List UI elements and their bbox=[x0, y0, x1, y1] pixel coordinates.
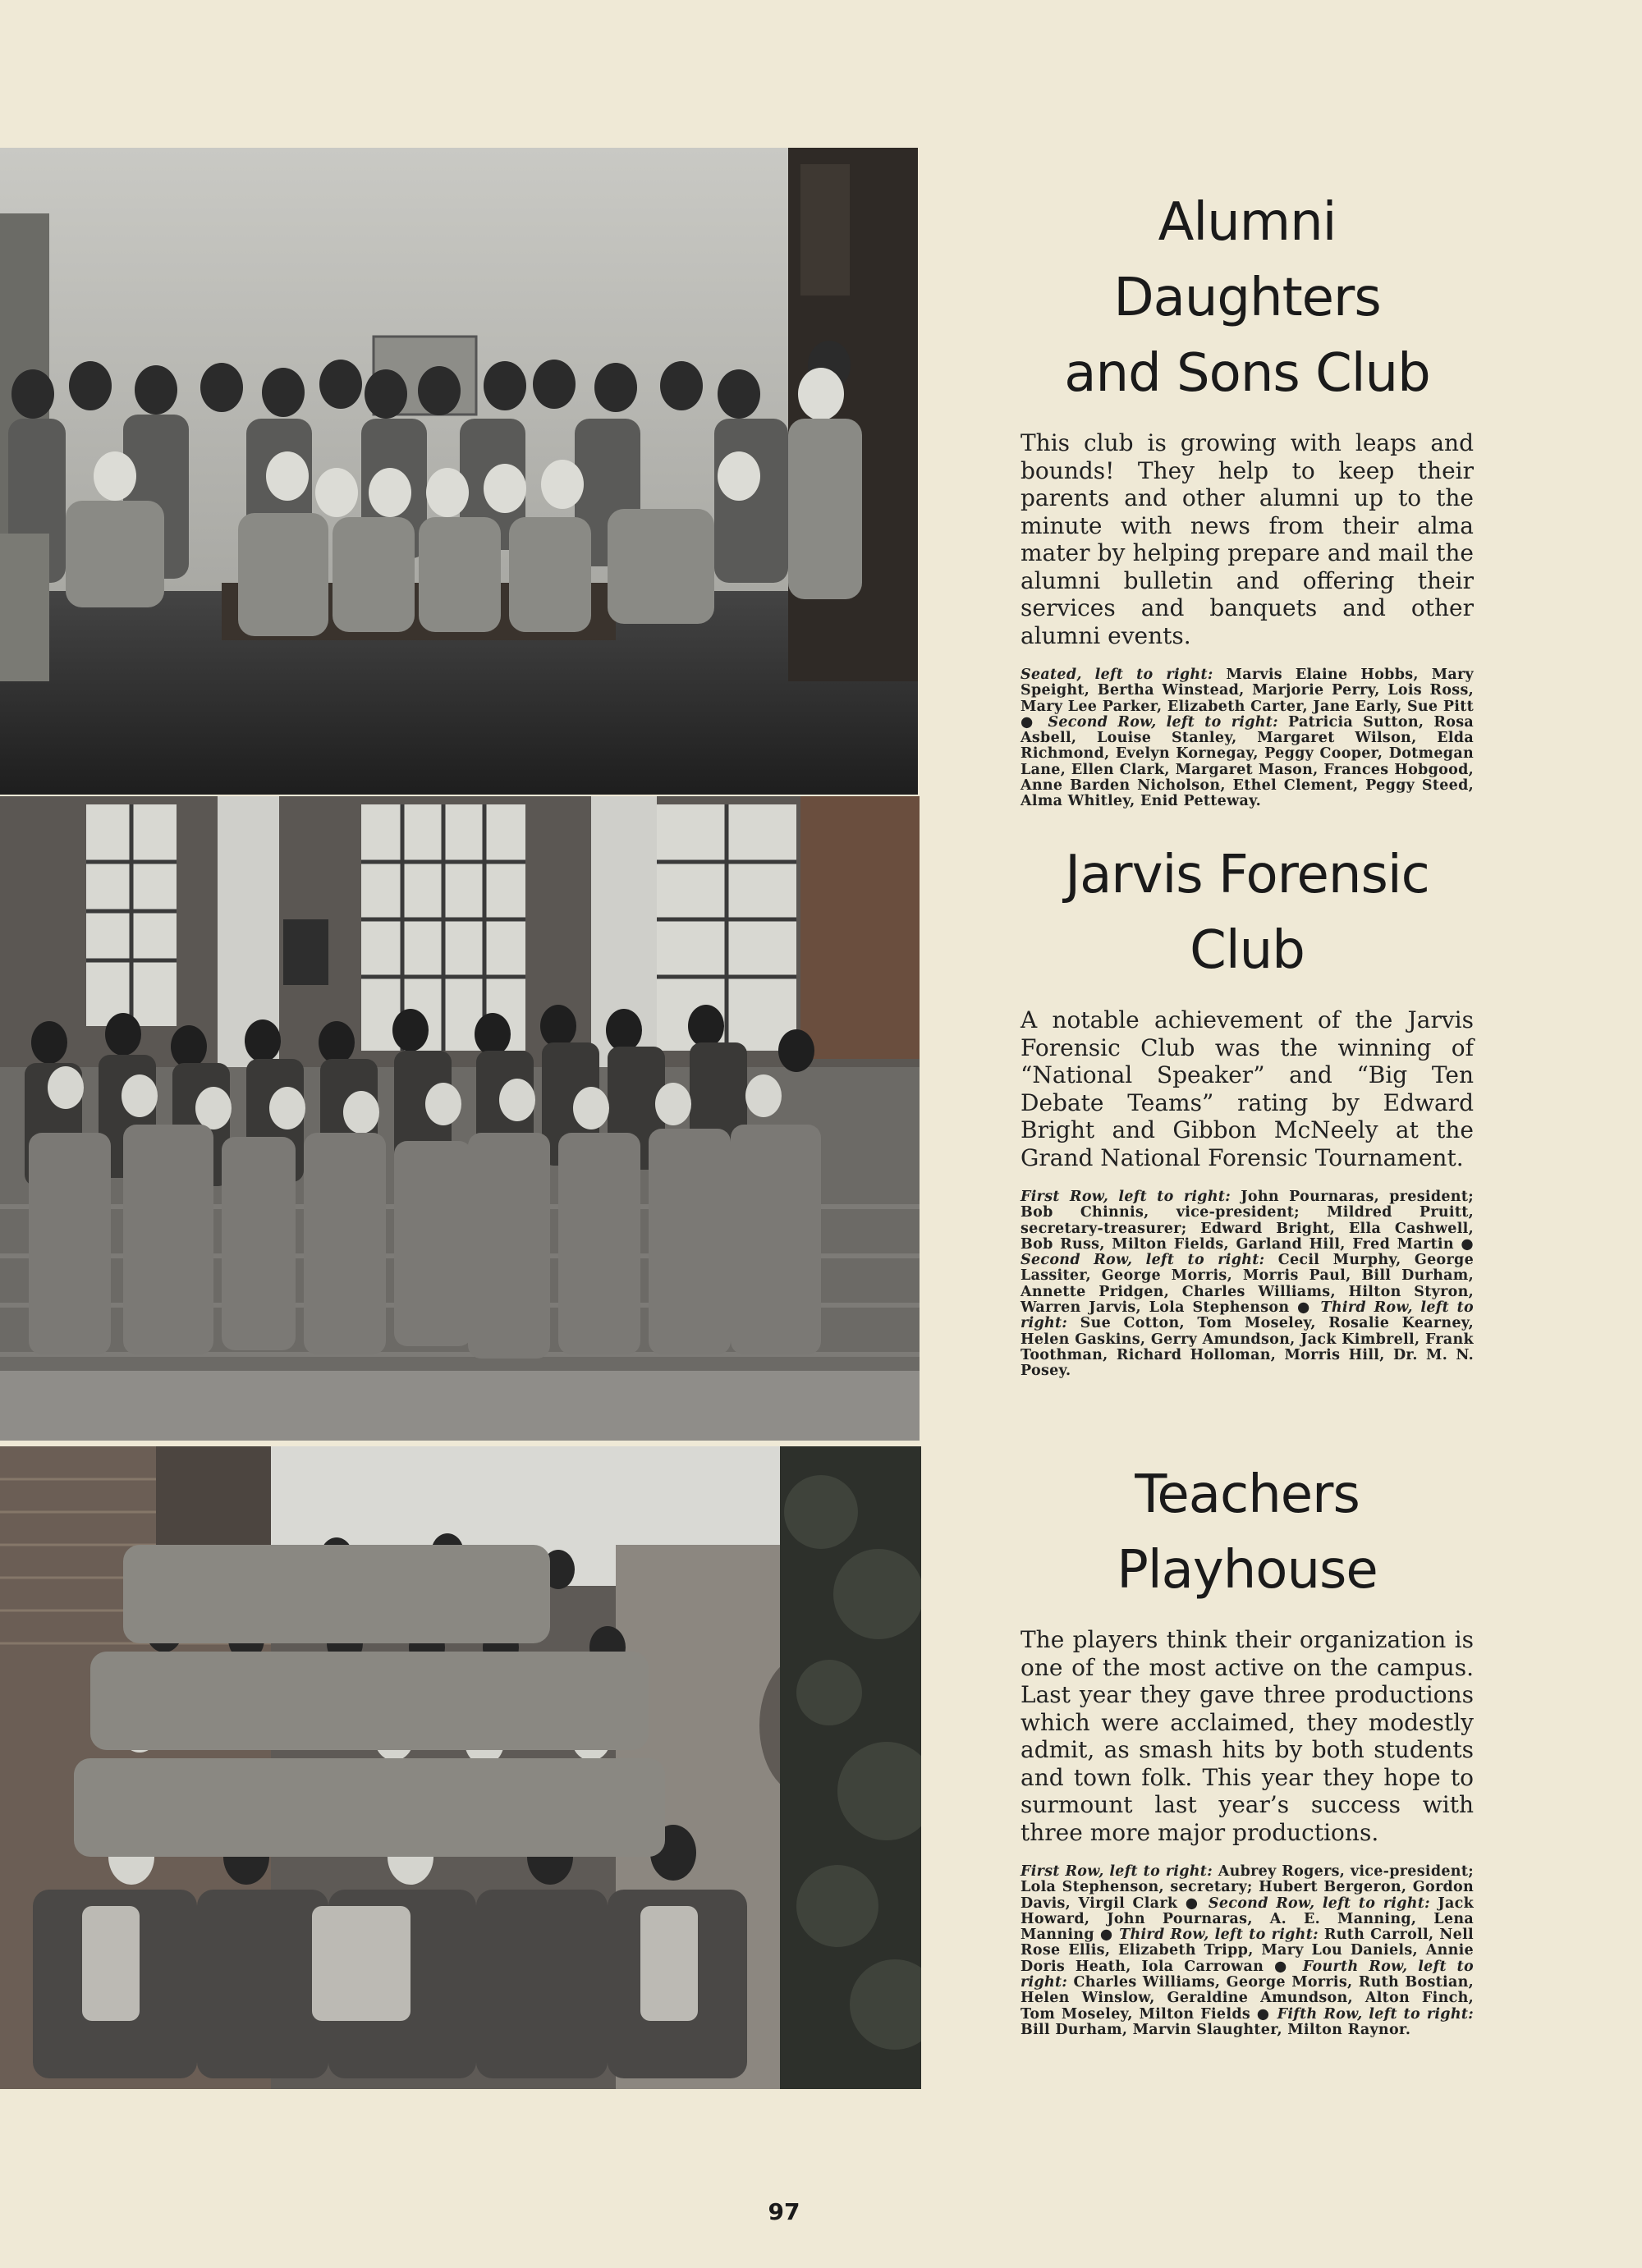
teachers-playhouse-section bbox=[1021, 1457, 1474, 2038]
row-label: Seated, left to right: bbox=[1021, 667, 1213, 683]
alumni-club-group-photo bbox=[0, 148, 918, 795]
teachers-playhouse-title-line1: Teachers bbox=[1135, 1464, 1360, 1525]
row-names: Bill Durham, Marvin Slaughter, Milton Raynor. bbox=[1021, 2021, 1411, 2038]
teachers-playhouse-member-list bbox=[1021, 1864, 1474, 2038]
row-names: Cecil Murphy, George Lassiter, George Morris, Morris Paul, Bill Durham, Annette Pridgen, Charles Williams, Hilton Styron, Warren Jarvis, Lola Stephenson ● bbox=[1021, 1252, 1475, 1317]
forensic-club-title-line2: Club bbox=[1190, 920, 1305, 981]
row-names: Sue Cotton, Tom Moseley, Rosalie Kearney, Helen Gaskins, Gerry Amundson, Jack Kimbrell, Frank Toothman, Richard Holloman, Morris Hill, Dr. M. N. Posey. bbox=[1021, 1315, 1474, 1380]
row-label: Second Row, left to right: bbox=[1208, 1895, 1430, 1912]
row-names: Jack Howard, John Pournaras, A. E. Manning, Lena Manning ● bbox=[1021, 1895, 1474, 1944]
row-names: John Pournaras, president; Bob Chinnis, vice-president; Mildred Pruitt, secretary-treasurer; Edward Bright, Ella Cashwell, Bob Russ, Milton Fields, Garland Hill, Fred Martin ● bbox=[1021, 1189, 1474, 1253]
row-names: Charles Williams, George Morris, Ruth Bostian, Helen Winslow, Geraldine Amundson, Alton Finch, Tom Moseley, Milton Fields ● bbox=[1021, 1974, 1474, 2023]
page-number: 97 bbox=[768, 2198, 800, 2225]
alumni-club-title-line1: Alumni Daughters bbox=[1113, 192, 1381, 328]
row-names: Ruth Carroll, Nell Rose Ellis, Elizabeth Tripp, Mary Lou Daniels, Annie Doris Heath, Iola Carrowan ● bbox=[1021, 1927, 1474, 1975]
teachers-playhouse-title bbox=[1021, 1457, 1474, 1608]
row-label: First Row, left to right: bbox=[1021, 1863, 1213, 1880]
alumni-club-title bbox=[1021, 185, 1474, 411]
forensic-club-member-list bbox=[1021, 1189, 1474, 1380]
row-label: Fifth Row, left to right: bbox=[1277, 2005, 1475, 2023]
forensic-club-title-line1: Jarvis Forensic bbox=[1065, 845, 1429, 905]
row-label: First Row, left to right: bbox=[1021, 1189, 1232, 1205]
row-label: Second Row, left to right: bbox=[1048, 713, 1278, 731]
row-label: Fourth Row, left to right: bbox=[1021, 1958, 1474, 1991]
teachers-playhouse-description: The players think their organization is one of the most active on the campus. Last year they gave three productions which were acclaimed, they modestly admit, as smash hits by both students and town folk. This year they hope to surmount last year’s success with three more major productions. bbox=[1021, 1626, 1474, 1846]
row-names: Patricia Sutton, Rosa Asbell, Louise Stanley, Margaret Wilson, Elda Richmond, Evelyn Kornegay, Peggy Cooper, Dotmegan Lane, Ellen Clark, Margaret Mason, Frances Hobgood, Anne Barden Nicholson, Ethel Clement, Peggy Steed, Alma Whitley, Enid Petteway. bbox=[1021, 713, 1474, 810]
alumni-club-section bbox=[1021, 185, 1474, 810]
forensic-club-section bbox=[1021, 837, 1474, 1380]
row-label: Third Row, left to right: bbox=[1021, 1299, 1474, 1332]
alumni-club-description: This club is growing with leaps and bounds! They help to keep their parents and other alumni up to the minute with news from their alma mater by helping prepare and mail the alumni bulletin and offering their services and banquets and other alumni events. bbox=[1021, 429, 1474, 649]
teachers-playhouse-title-line2: Playhouse bbox=[1117, 1540, 1378, 1601]
forensic-club-group-photo bbox=[0, 796, 920, 1441]
row-label: Second Row, left to right: bbox=[1021, 1252, 1265, 1269]
row-names: Aubrey Rogers, vice-president; Lola Stephenson, secretary; Hubert Bergeron, Gordon Davis, Virgil Clark ● bbox=[1021, 1863, 1474, 1912]
forensic-club-title bbox=[1021, 837, 1474, 988]
teachers-playhouse-group-photo bbox=[0, 1446, 921, 2089]
row-names: Marvis Elaine Hobbs, Mary Speight, Bertha Winstead, Marjorie Perry, Lois Ross, Mary Lee Parker, Elizabeth Carter, Jane Early, Sue Pitt ● bbox=[1021, 667, 1474, 731]
alumni-club-member-list bbox=[1021, 667, 1474, 810]
row-label: Third Row, left to right: bbox=[1119, 1927, 1319, 1944]
forensic-club-description: A notable achievement of the Jarvis Forensic Club was the winning of “National Speaker” and “Big Ten Debate Teams” rating by Edward Bright and Gibbon McNeely at the Grand National Forensic Tournament. bbox=[1021, 1006, 1474, 1171]
alumni-club-title-line2: and Sons Club bbox=[1064, 343, 1430, 404]
